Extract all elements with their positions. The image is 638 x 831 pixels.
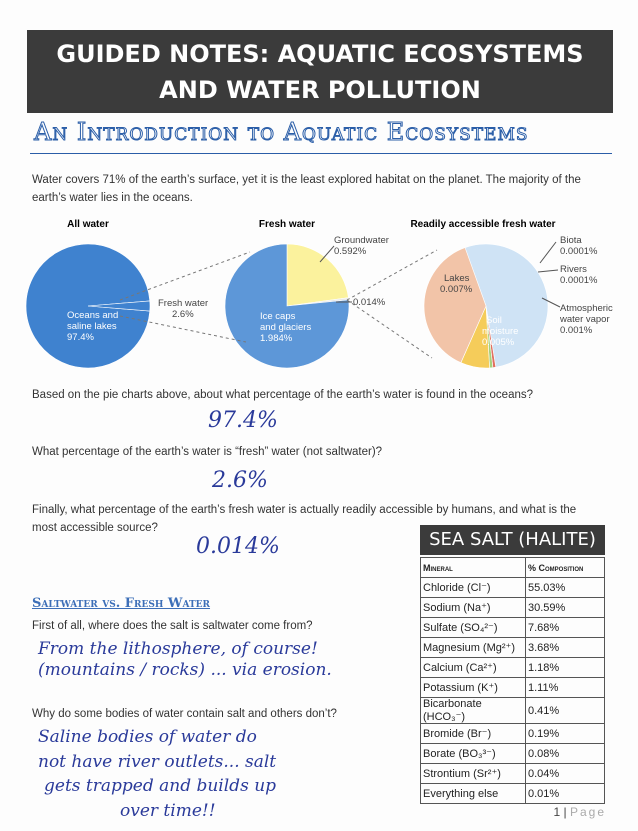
mineral-cell: Sulfate (SO₄²⁻) [421, 618, 526, 638]
label-biota-pct: 0.0001% [560, 246, 598, 257]
question-fresh: What percentage of the earth’s water is “fresh” water (not saltwater)? [32, 446, 383, 458]
label-fresh-pct: 2.6% [172, 309, 194, 320]
sea-salt-title: SEA SALT (HALITE) [420, 525, 605, 555]
table-row [421, 784, 605, 804]
mineral-cell: Magnesium (Mg²⁺) [421, 638, 526, 658]
label-ice: Ice caps [260, 311, 296, 322]
label-ice-pct: 1.984% [260, 333, 293, 344]
composition-cell: 55.03% [526, 578, 605, 598]
question-accessible-2: most accessible source? [32, 522, 158, 534]
composition-cell: 0.04% [526, 764, 605, 784]
label-fresh: Fresh water [158, 298, 209, 309]
label-groundwater-pct: 0.592% [334, 246, 367, 257]
composition-cell: 3.68% [526, 638, 605, 658]
mineral-cell: Everything else [421, 784, 526, 804]
answer-accessible: 0.014% [196, 534, 280, 559]
composition-cell: 30.59% [526, 598, 605, 618]
chart-title-fresh-water: Fresh water [258, 219, 316, 230]
title-band [27, 30, 613, 113]
table-row [421, 598, 605, 618]
label-oceans-pct: 97.4% [67, 332, 94, 343]
mineral-cell: Calcium (Ca²⁺) [421, 658, 526, 678]
question-salt-source: First of all, where does the salt is saltwater come from? [32, 620, 313, 632]
composition-cell: 1.11% [526, 678, 605, 698]
table-header-row [421, 558, 605, 578]
intro-paragraph: Water covers 71% of the earth’s surface, yet it is the least explored habitat on the planet. The majority of the earth’s water lies in the oceans. [32, 174, 581, 204]
connector-line [347, 300, 432, 358]
label-biota: Biota [560, 235, 582, 246]
question-salt-why: Why do some bodies of water contain salt and others don’t? [32, 708, 337, 720]
label-lakes: Lakes [444, 273, 470, 284]
column-header-mineral: Mineral [421, 558, 526, 578]
label-atmospheric-2: water vapor [560, 314, 610, 325]
mineral-cell: Sodium (Na⁺) [421, 598, 526, 618]
composition-cell: 0.41% [526, 698, 605, 724]
pie-fresh-water [225, 244, 349, 368]
label-ice-2: and glaciers [260, 322, 312, 333]
composition-cell: 1.18% [526, 658, 605, 678]
question-oceans: Based on the pie charts above, about what percentage of the earth’s water is found in the oceans? [32, 389, 534, 401]
mineral-cell: Strontium (Sr²⁺) [421, 764, 526, 784]
answer-salt-1: From the lithosphere, of course! [38, 639, 318, 659]
page-word: Page [569, 805, 606, 819]
sea-salt-panel [420, 525, 605, 804]
table-row [421, 724, 605, 744]
page-sep: | [563, 805, 567, 819]
pie-charts-figure [0, 210, 638, 410]
sea-salt-table [420, 557, 605, 804]
answer-fresh: 2.6% [212, 468, 268, 493]
label-atmospheric: Atmospheric [560, 303, 613, 314]
label-rivers: Rivers [560, 264, 587, 275]
table-row [421, 638, 605, 658]
label-soil-2: moisture [482, 326, 519, 337]
label-lakes-pct: 0.007% [440, 284, 473, 295]
table-row [421, 658, 605, 678]
table-row [421, 678, 605, 698]
answer-salt-2: (mountains / rocks) ... via erosion. [38, 660, 332, 680]
label-rivers-pct: 0.0001% [560, 275, 598, 286]
mineral-cell: Bromide (Br⁻) [421, 724, 526, 744]
answer-why-3: gets trapped and builds up [44, 776, 277, 796]
chart-title-accessible: Readily accessible fresh water [410, 219, 556, 230]
composition-cell: 0.19% [526, 724, 605, 744]
mineral-cell: Bicarbonate (HCO₃⁻) [421, 698, 526, 724]
connector-line [347, 250, 437, 300]
label-oceans: Oceans and [67, 310, 119, 321]
composition-cell: 0.01% [526, 784, 605, 804]
answer-oceans: 97.4% [208, 408, 278, 433]
label-soil-pct: 0.005% [482, 337, 515, 348]
title-line-2: AND WATER POLLUTION [159, 76, 481, 104]
leader-line [538, 270, 558, 272]
title-line-1: GUIDED NOTES: AQUATIC ECOSYSTEMS [56, 40, 584, 68]
table-row [421, 578, 605, 598]
page-num: 1 [553, 805, 561, 819]
page-number [553, 805, 606, 819]
pie-all-water [26, 244, 150, 368]
answer-why-2: not have river outlets... salt [38, 752, 277, 772]
section-heading: An Introduction to Aquatic Ecosystems [34, 118, 529, 146]
saltwater-heading: Saltwater vs. Fresh Water [32, 596, 211, 611]
question-accessible-1: Finally, what percentage of the earth’s fresh water is actually readily accessible by humans, and what is the [32, 504, 577, 516]
table-row [421, 764, 605, 784]
label-groundwater: Groundwater [334, 235, 389, 246]
chart-title-all-water: All water [67, 219, 109, 230]
composition-cell: 7.68% [526, 618, 605, 638]
answer-why-4: over time!! [120, 801, 216, 821]
heading-rule [30, 153, 612, 154]
table-row [421, 618, 605, 638]
label-atmospheric-pct: 0.001% [560, 325, 593, 336]
pie-accessible [424, 244, 548, 368]
mineral-cell: Chloride (Cl⁻) [421, 578, 526, 598]
label-small: 0.014% [353, 297, 386, 308]
mineral-cell: Potassium (K⁺) [421, 678, 526, 698]
label-oceans-2: saline lakes [67, 321, 117, 332]
answer-why-1: Saline bodies of water do [38, 727, 257, 747]
label-soil: Soil [486, 315, 502, 326]
composition-cell: 0.08% [526, 744, 605, 764]
leader-line [540, 242, 556, 263]
table-row [421, 698, 605, 724]
table-row [421, 744, 605, 764]
column-header-composition: % Composition [526, 558, 605, 578]
mineral-cell: Borate (BO₃³⁻) [421, 744, 526, 764]
